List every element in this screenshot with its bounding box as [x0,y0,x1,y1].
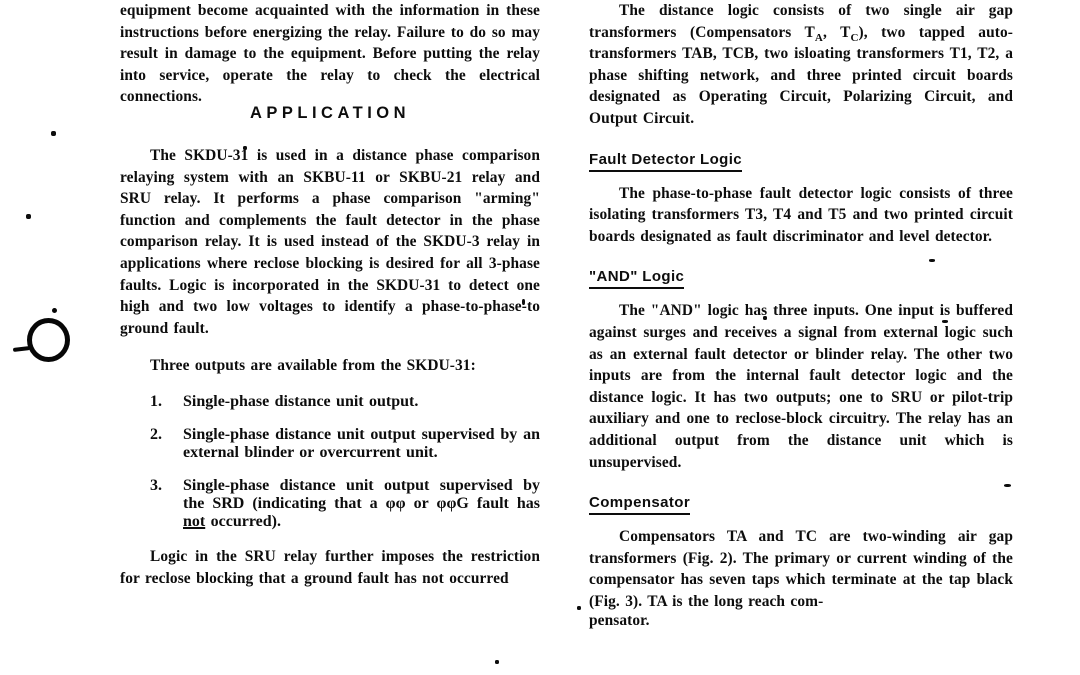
subscript-A: A [814,31,823,44]
ink-speck [577,606,581,610]
list-item [150,426,540,462]
distance-logic-paragraph: The distance logic consists of two single air gap transformers (Compensators $T_A$, $T_C$), two tapped auto-transformers TAB, TCB, two isloating transformers T1, T2, a phase shifting network, and three printed circuit boards designated as Operating Circuit, Polarizing Circuit, and Output Circuit. [589,2,1013,127]
list-item [150,477,540,531]
ink-speck [495,660,499,664]
list-item-text: Single-phase distance unit output. [183,392,419,410]
circle-dash-mark [13,346,30,352]
application-paragraph: The SKDU-31 is used in a distance phase comparison relaying system with an SKBU-11 or SKBU-21 relay and SRU relay. It performs a phase comparison "arming" function and complements the fault detector in the phase comparison relay. It is used instead of the SKDU-3 relay in applications where reclose blocking is desired for all 3-phase faults. Logic is incorporated in the SKDU-31 to detect one high and two low voltages to identify a phase-to-phase-to ground fault. [120,146,540,337]
ink-speck [26,214,31,219]
closing-paragraph: Logic in the SRU relay further imposes the restriction for reclose blocking that a ground fault has not occurred [120,547,540,587]
subscript-C: C [850,31,859,44]
list-item-text: Single-phase distance unit output supervised by the SRD (indicating that a φφ or φφG fault has not occurred). [183,476,540,530]
intro-paragraph: equipment become acquainted with the information in these instructions before energizing the relay. Failure to do so may result in damage to the equipment. Before putting the relay into service, operate the relay to check the electrical connections. [120,2,540,106]
outputs-intro: Three outputs are available from the SKDU-31: [150,357,476,375]
fault-detector-logic-heading: Fault Detector Logic [589,151,1013,168]
handwritten-circle-mark [27,318,70,362]
application-heading: APPLICATION [249,103,411,122]
compensator-paragraph: Compensators TA and TC are two-winding air gap transformers (Fig. 2). The primary or current winding of the compensator has seven taps which terminate at the tap black (Fig. 3). TA is the long reach com- [589,528,1013,610]
right-column [589,0,1013,648]
left-column [120,0,540,605]
compensator-paragraph-continuation: pensator. [589,612,650,630]
underlined-word: not [183,512,206,530]
outputs-list [150,393,540,531]
and-logic-heading: "AND" Logic [589,268,1013,285]
fault-detector-logic-paragraph: The phase-to-phase fault detector logic consists of three isolating transformers T3, T4 and T5 and two printed circuit boards designated as fault discriminator and level detector. [589,184,1013,245]
list-number: 2. [150,425,162,443]
and-logic-paragraph: The "AND" logic has three inputs. One input is buffered against surges and receives a signal from external logic such as an external fault detector or blinder relay. The other two inputs are from the internal fault detector logic and the distance logic. It has two outputs; one to SRU or pilot-trip auxiliary and one to reclose-block circuitry. The relay has an additional output from the distance unit which is unsupervised. [589,302,1013,471]
circle-dot-mark [52,308,57,313]
list-number: 1. [150,392,162,410]
compensator-heading: Compensator [589,494,1013,511]
list-number: 3. [150,476,162,494]
list-item-text: Single-phase distance unit output supervised by an external blinder or overcurrent unit. [183,425,540,461]
list-item [150,393,540,411]
ink-speck [51,131,56,136]
